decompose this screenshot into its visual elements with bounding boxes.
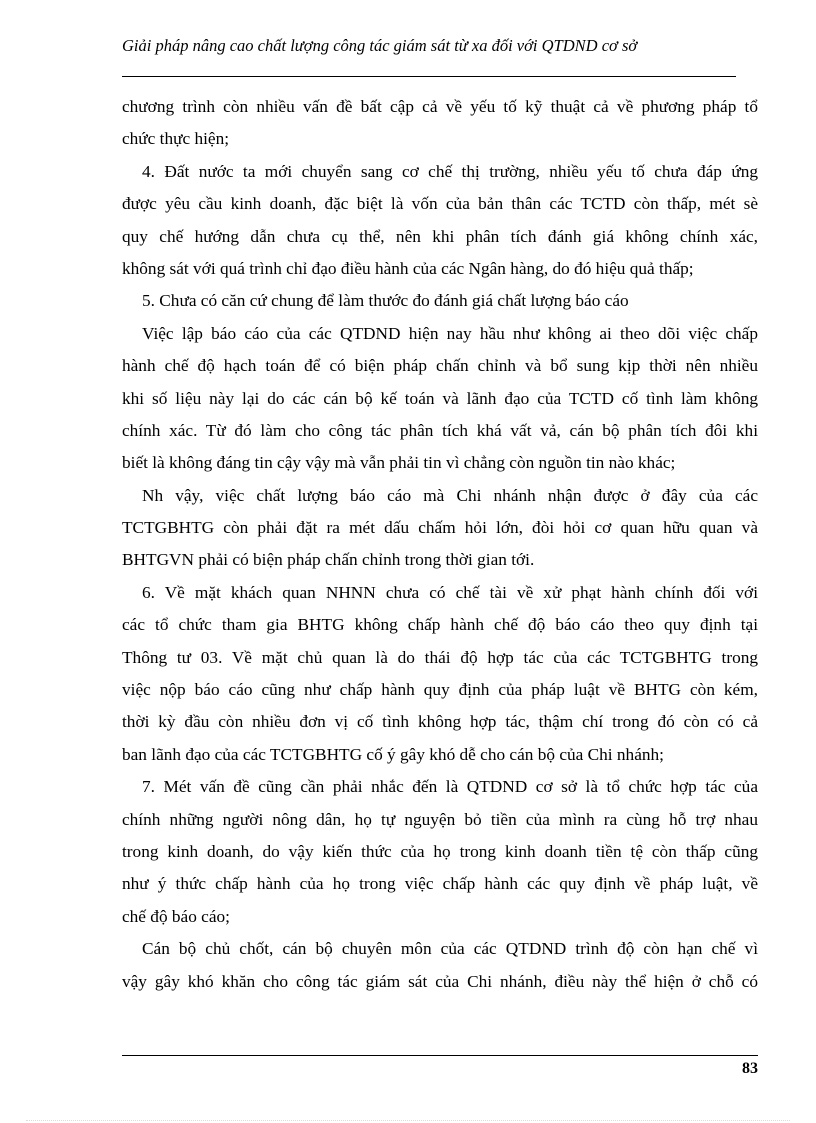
body-line: việc nộp báo cáo cũng như chấp hành quy định của pháp luật về BHTG còn kém, [122, 680, 758, 700]
body-line: chức thực hiện; [122, 129, 230, 149]
body-line: 7. Mét vấn đề cũng cần phải nhắc đến là QTDND cơ sở là tổ chức hợp tác của [142, 777, 758, 797]
body-text [122, 91, 758, 998]
body-line: ban lãnh đạo của các TCTGBHTG cố ý gây khó dễ cho cán bộ của Chi nhánh; [122, 744, 664, 764]
body-line: chính xác. Từ đó làm cho công tác phân tích khá vất vả, cán bộ phân tích đôi khi [122, 420, 758, 440]
footer-rule [122, 1055, 758, 1056]
body-line: 5. Chưa có căn cứ chung để làm thước đo đánh giá chất lượng báo cáo [142, 291, 629, 311]
body-line: thời kỳ đầu còn nhiều đơn vị cố tình không hợp tác, thậm chí trong đó còn có cả [122, 712, 758, 732]
body-line: các tổ chức tham gia BHTG không chấp hành chế độ báo cáo theo quy định tại [122, 615, 758, 635]
body-line: như ý thức chấp hành của họ trong việc chấp hành các quy định về pháp luật, về [122, 874, 758, 894]
header-rule [122, 76, 736, 77]
body-line: Việc lập báo cáo của các QTDND hiện nay hầu như không ai theo dõi việc chấp [142, 323, 758, 343]
body-line: TCTGBHTG còn phải đặt ra mét dấu chấm hỏi lớn, đòi hỏi cơ quan hữu quan và [122, 518, 758, 538]
body-line: Nh vậy, việc chất lượng báo cáo mà Chi nhánh nhận được ở đây của các [142, 485, 758, 505]
body-line: 6. Về mặt khách quan NHNN chưa có chế tài về xử phạt hành chính đối với [142, 582, 758, 602]
body-line: chương trình còn nhiều vấn đề bất cập cả về yếu tố kỹ thuật cả về phương pháp tổ [122, 97, 758, 116]
body-line: không sát với quá trình chỉ đạo điều hành của các Ngân hàng, do đó hiệu quả thấp; [122, 258, 694, 278]
body-line: chế độ báo cáo; [122, 906, 230, 926]
body-line: khi số liệu này lại do các cán bộ kế toán và lãnh đạo của TCTD cố tình làm không [122, 388, 758, 408]
running-header-title: Giải pháp nâng cao chất lượng công tác giám sát từ xa đối với QTDND cơ sở [122, 36, 638, 55]
page-edge-divider [26, 1120, 790, 1121]
body-line: quy chế hướng dẫn chưa cụ thể, nên khi phân tích đánh giá không chính xác, [122, 226, 758, 246]
body-line: Thông tư 03. Về mặt chủ quan là do thái độ hợp tác của các TCTGBHTG trong [122, 647, 758, 667]
body-line: biết là không đáng tin cậy vậy mà vẫn phải tin vì chẳng còn nguồn tin nào khác; [122, 453, 676, 473]
body-line: BHTGVN phải có biện pháp chấn chỉnh trong thời gian tới. [122, 550, 535, 570]
body-line: chính những người nông dân, họ tự nguyện bỏ tiền của mình ra cùng hỗ trợ nhau [122, 809, 758, 829]
body-line: 4. Đất nước ta mới chuyển sang cơ chế thị trường, nhiều yếu tố chưa đáp ứng [142, 161, 758, 181]
body-line: được yêu cầu kinh doanh, đặc biệt là vốn của bản thân các TCTD còn thấp, mét sè [122, 194, 758, 214]
page-number: 83 [742, 1060, 758, 1077]
body-line: vậy gây khó khăn cho công tác giám sát của Chi nhánh, điều này thể hiện ở chỗ có [122, 971, 758, 991]
body-line: Cán bộ chủ chốt, cán bộ chuyên môn của các QTDND trình độ còn hạn chế vì [142, 939, 758, 959]
body-line: hành chế độ hạch toán để có biện pháp chấn chỉnh và bổ sung kịp thời nên nhiều [122, 356, 758, 376]
body-line: trong kinh doanh, do vậy kiến thức của họ trong kinh doanh tiền tệ còn thấp cũng [122, 841, 758, 861]
